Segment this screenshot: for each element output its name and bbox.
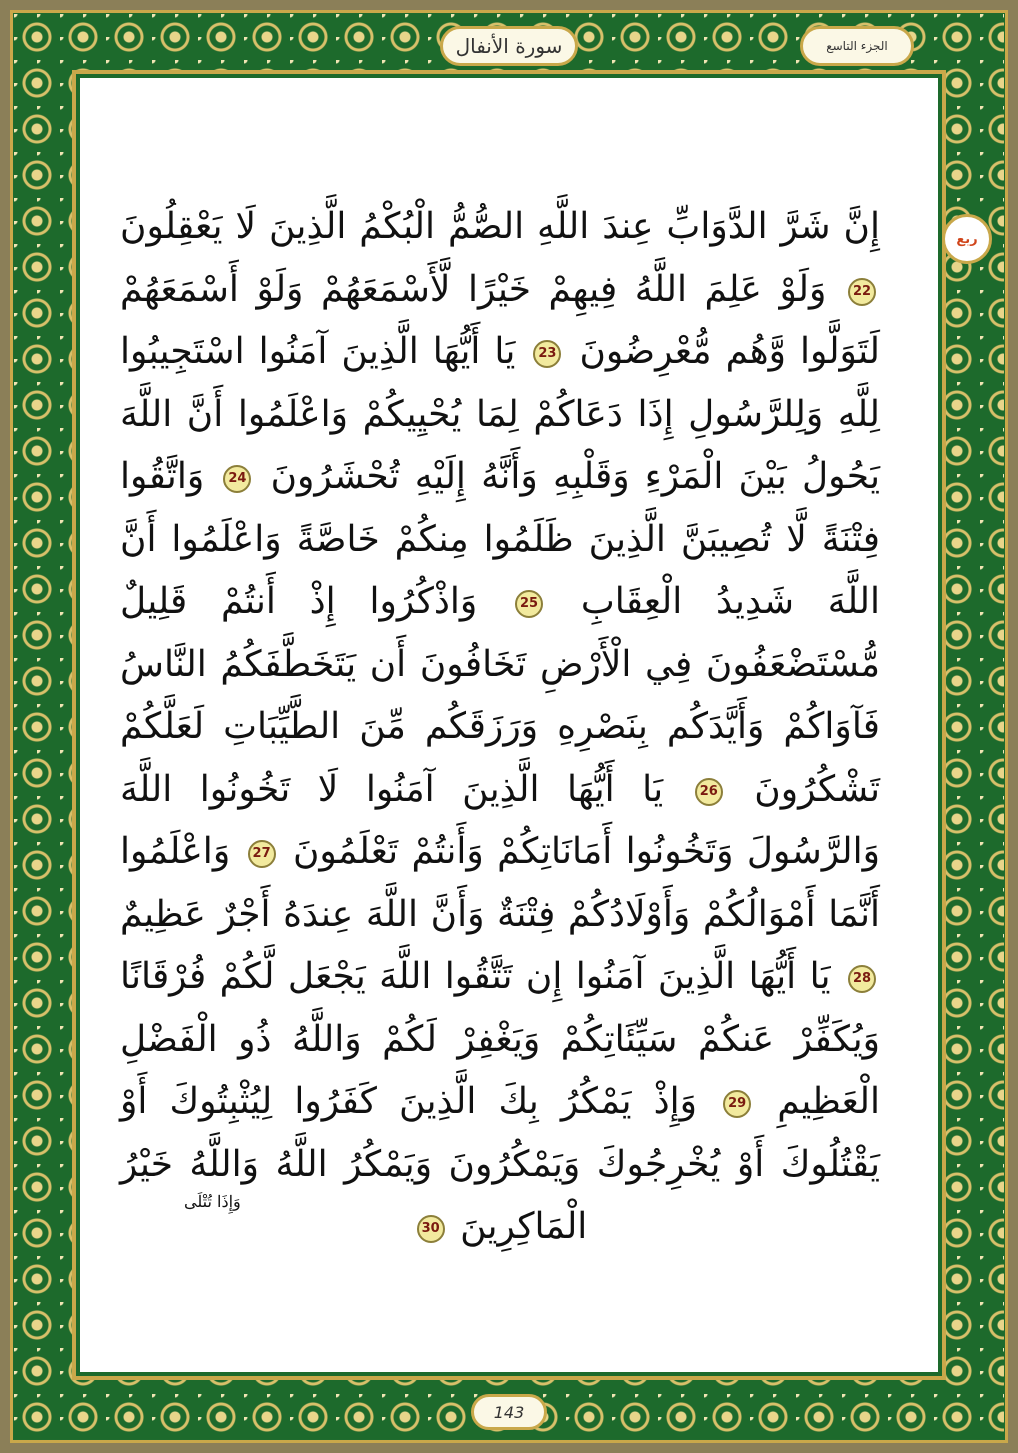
verse-24-text: يَا أَيُّهَا الَّذِينَ آمَنُوا اسْتَجِيبُوا لِلَّهِ وَلِلرَّسُولِ إِذَا دَعَاكُمْ لِمَا يُحْيِيكُمْ وَاعْلَمُوا أَنَّ اللَّهَ يَحُولُ بَيْنَ الْمَرْءِ وَقَلْبِهِ وَأَنَّهُ إِلَيْهِ تُحْشَرُونَ <box>120 331 880 497</box>
verse-28-text: وَاعْلَمُوا أَنَّمَا أَمْوَالُكُمْ وَأَوْلَادُكُمْ فِتْنَةٌ وَأَنَّ اللَّهَ عِندَهُ أَجْرٌ عَظِيمٌ <box>120 831 880 935</box>
rub-hizb-marker: ربع <box>942 214 992 264</box>
page-number: 143 <box>471 1394 547 1430</box>
verse-22-text: إِنَّ شَرَّ الدَّوَابِّ عِندَ اللَّهِ الصُّمُّ الْبُكْمُ الَّذِينَ لَا يَعْقِلُونَ <box>120 206 880 247</box>
verse-29-text: يَا أَيُّهَا الَّذِينَ آمَنُوا إِن تَتَّقُوا اللَّهَ يَجْعَل لَّكُمْ فُرْقَانًا وَيُكَفِّرْ عَنكُمْ سَيِّئَاتِكُمْ وَيَغْفِرْ لَكُمْ وَاللَّهُ ذُو الْفَضْلِ الْعَظِيمِ <box>120 956 880 1122</box>
verses-block <box>120 196 880 1259</box>
ayah-number-marker: 27 <box>248 840 276 868</box>
verse-30-text: وَإِذْ يَمْكُرُ بِكَ الَّذِينَ كَفَرُوا لِيُثْبِتُوكَ أَوْ يَقْتُلُوكَ أَوْ يُخْرِجُوكَ وَيَمْكُرُونَ وَيَمْكُرُ اللَّهُ وَاللَّهُ خَيْرُ الْمَاكِرِينَ <box>120 1081 880 1247</box>
ayah-number-marker: 29 <box>723 1090 751 1118</box>
ayah-number-marker: 26 <box>695 778 723 806</box>
catchword: وَإِذَا تُتْلَى <box>184 1192 241 1211</box>
verse-27-text: يَا أَيُّهَا الَّذِينَ آمَنُوا لَا تَخُونُوا اللَّهَ وَالرَّسُولَ وَتَخُونُوا أَمَانَاتِكُمْ وَأَنتُمْ تَعْلَمُونَ <box>120 768 880 872</box>
ayah-number-marker: 30 <box>417 1215 445 1243</box>
surah-title: سورة الأنفال <box>440 26 578 66</box>
ayah-number-marker: 22 <box>848 278 876 306</box>
ayah-number-marker: 24 <box>223 465 251 493</box>
ayah-number-marker: 28 <box>848 965 876 993</box>
juz-label: الجزء التاسع <box>800 26 914 66</box>
verse-23-text: وَلَوْ عَلِمَ اللَّهُ فِيهِمْ خَيْرًا لَّأَسْمَعَهُمْ وَلَوْ أَسْمَعَهُمْ لَتَوَلَّوا وَّهُم مُّعْرِضُونَ <box>120 268 880 372</box>
verse-26-text: وَاذْكُرُوا إِذْ أَنتُمْ قَلِيلٌ مُّسْتَضْعَفُونَ فِي الْأَرْضِ تَخَافُونَ أَن يَتَخَطَّفَكُمُ النَّاسُ فَآوَاكُمْ وَأَيَّدَكُم بِنَصْرِهِ وَرَزَقَكُم مِّنَ الطَّيِّبَاتِ لَعَلَّكُمْ تَشْكُرُونَ <box>120 581 880 810</box>
ayah-number-marker: 23 <box>533 340 561 368</box>
verse-25-text: وَاتَّقُوا فِتْنَةً لَّا تُصِيبَنَّ الَّذِينَ ظَلَمُوا مِنكُمْ خَاصَّةً وَاعْلَمُوا أَنَّ اللَّهَ شَدِيدُ الْعِقَابِ <box>120 456 880 622</box>
ayah-number-marker: 25 <box>515 590 543 618</box>
